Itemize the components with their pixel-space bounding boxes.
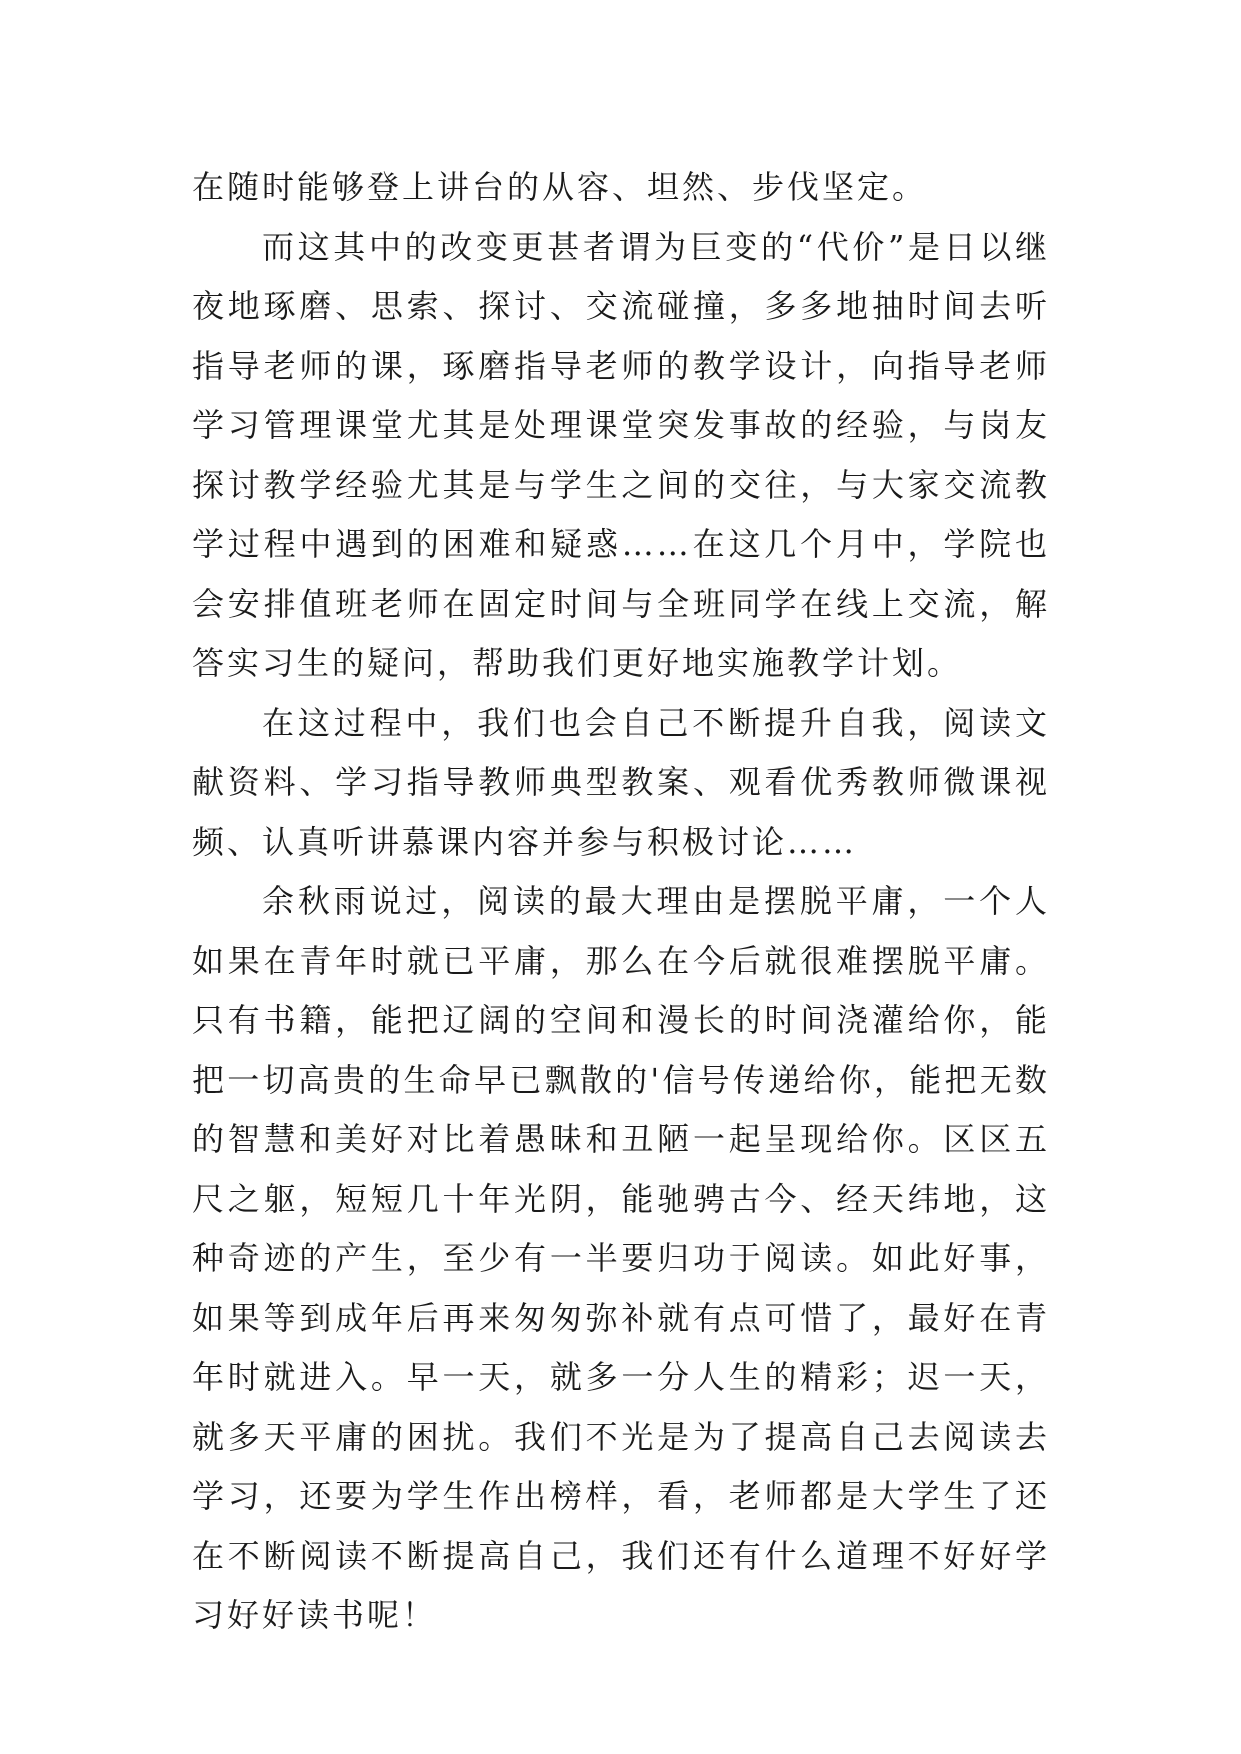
document-body	[192, 158, 1050, 1646]
paragraph-cost-of-change: 而这其中的改变更甚者谓为巨变的“代价”是日以继夜地琢磨、思索、探讨、交流碰撞，多多地抽时间去听指导老师的课，琢磨指导老师的教学设计，向指导老师学习管理课堂尤其是处理课堂突发事故的经验，与岗友探讨教学经验尤其是与学生之间的交往，与大家交流教学过程中遇到的困难和疑惑……在这几个月中，学院也会安排值班老师在固定时间与全班同学在线上交流，解答实习生的疑问，帮助我们更好地实施教学计划。	[192, 227, 1050, 682]
paragraph-reading-quote: 余秋雨说过，阅读的最大理由是摆脱平庸，一个人如果在青年时就已平庸，那么在今后就很难摆脱平庸。只有书籍，能把辽阔的空间和漫长的时间浇灌给你，能把一切高贵的生命早已飘散的'信号传递给你，能把无数的智慧和美好对比着愚昧和丑陋一起呈现给你。区区五尺之躯，短短几十年光阴，能驰骋古今、经天纬地，这种奇迹的产生，至少有一半要归功于阅读。如此好事，如果等到成年后再来匆匆弥补就有点可惜了，最好在青年时就进入。早一天，就多一分人生的精彩；迟一天，就多天平庸的困扰。我们不光是为了提高自己去阅读去学习，还要为学生作出榜样，看，老师都是大学生了还在不断阅读不断提高自己，我们还有什么道理不好好学习好好读书呢！	[192, 882, 1050, 1634]
paragraph-continuation: 在随时能够登上讲台的从容、坦然、步伐坚定。	[192, 168, 928, 206]
paragraph-self-improvement: 在这过程中，我们也会自己不断提升自我，阅读文献资料、学习指导教师典型教案、观看优秀教师微课视频、认真听讲慕课内容并参与积极讨论……	[192, 703, 1050, 861]
